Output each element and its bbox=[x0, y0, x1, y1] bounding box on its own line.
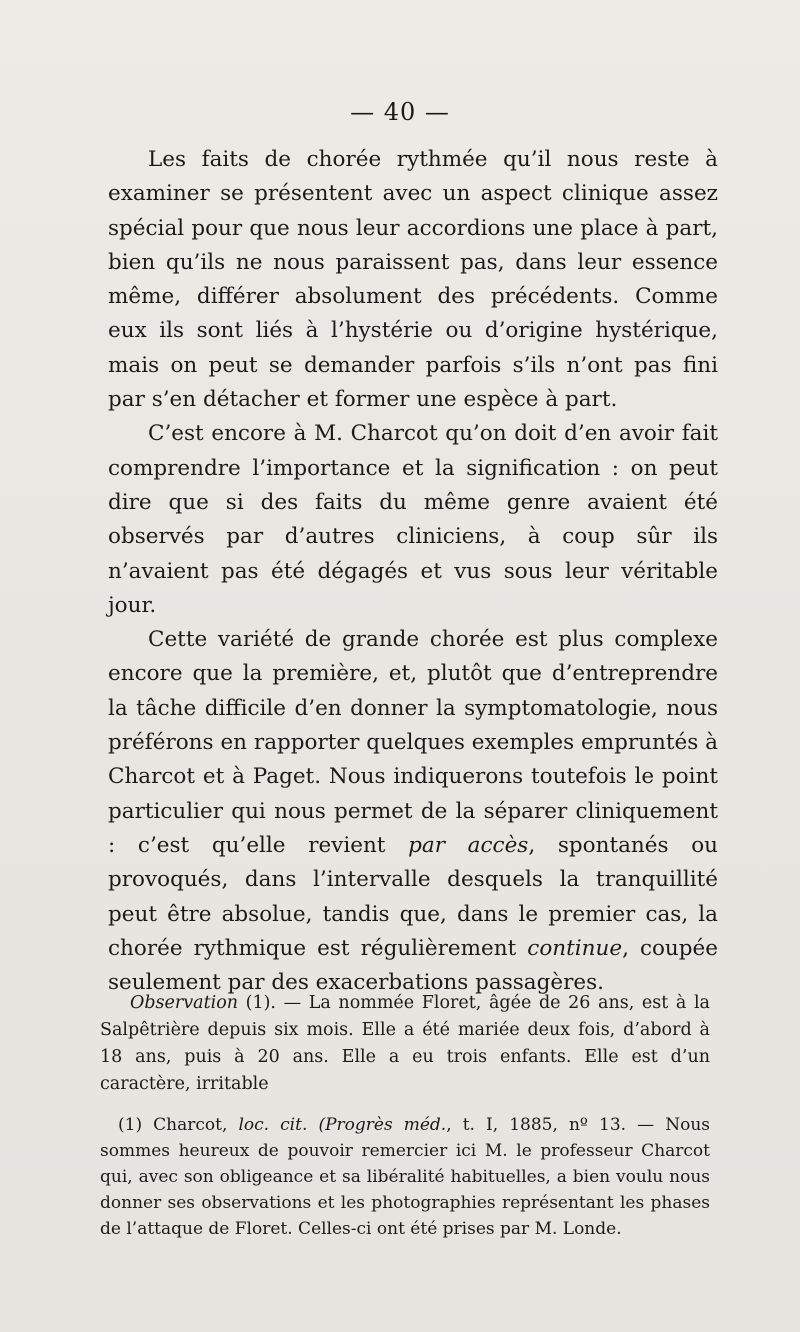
paragraph-3-part-2: , spontanés ou provoqués, dans l’intervalle desquels la tranquillité peut être absolue, tandis que, dans le premier cas, la chorée rythmique est régulièrement bbox=[108, 832, 718, 961]
observation-ref: (1). bbox=[238, 993, 276, 1013]
paragraph-3 bbox=[108, 623, 718, 1000]
observation-label: Observation bbox=[130, 993, 239, 1013]
paragraph-1: Les faits de chorée rythmée qu’il nous reste à examiner se présentent avec un aspect clinique assez spécial pour que nous leur accordions une place à part, bien qu’ils ne nous paraissent pas, dans leur essence même, différer absolument des précédents. Comme eux ils sont liés à l’hystérie ou d’origine hystérique, mais on peut se demander parfois s’ils n’ont pas fini par s’en détacher et former une espèce à part. bbox=[108, 147, 718, 413]
italic-continue: continue bbox=[527, 935, 623, 961]
paragraph-3-part-1: Cette variété de grande chorée est plus complexe encore que la première, et, plutôt que d’entreprendre la tâche difficile d’en donner la symptomatologie, nous préférons en rapporter quelques exemples empruntés à Charcot et à Paget. Nous indiquerons toutefois le point particulier qui nous permet de la séparer cliniquement : c’est qu’elle revient bbox=[108, 627, 718, 858]
page-number: — 40 — bbox=[350, 98, 450, 126]
italic-par-acces: par accès bbox=[408, 832, 529, 858]
observation-text: — La nommée Floret, âgée de 26 ans, est à la Salpêtrière depuis six mois. Elle a été mariée deux fois, d’abord à 18 ans, puis à 20 ans. Elle a eu trois enfants. Elle est d’un caractère, irritable bbox=[100, 993, 710, 1094]
footnote-marker: (1) Charcot, bbox=[118, 1115, 239, 1135]
footnote bbox=[100, 1112, 710, 1242]
footnote-text: , t. I, 1885, nº 13. — Nous sommes heureux de pouvoir remercier ici M. le professeur Charcot qui, avec son obligeance et sa libéralité habituelles, a bien voulu nous donner ses observations et les photographies représentant les phases de l’attaque de Floret. Celles-ci ont été prises par M. Londe. bbox=[100, 1115, 710, 1239]
main-text bbox=[108, 143, 718, 1000]
footnote-cite-1: loc. cit. bbox=[238, 1115, 308, 1135]
paragraph-2: C’est encore à M. Charcot qu’on doit d’en avoir fait comprendre l’importance et la signification : on peut dire que si des faits du même genre avaient été observés par d’autres cliniciens, à coup sûr ils n’avaient pas été dégagés et vus sous leur véritable jour. bbox=[108, 421, 718, 618]
footnote-separator bbox=[307, 1115, 318, 1135]
paragraph-3-part-3: , coupée seulement par des exacerbations passagères. bbox=[108, 935, 718, 996]
footnote-cite-2: (Progrès méd. bbox=[318, 1115, 447, 1135]
observation-paragraph bbox=[100, 990, 710, 1098]
